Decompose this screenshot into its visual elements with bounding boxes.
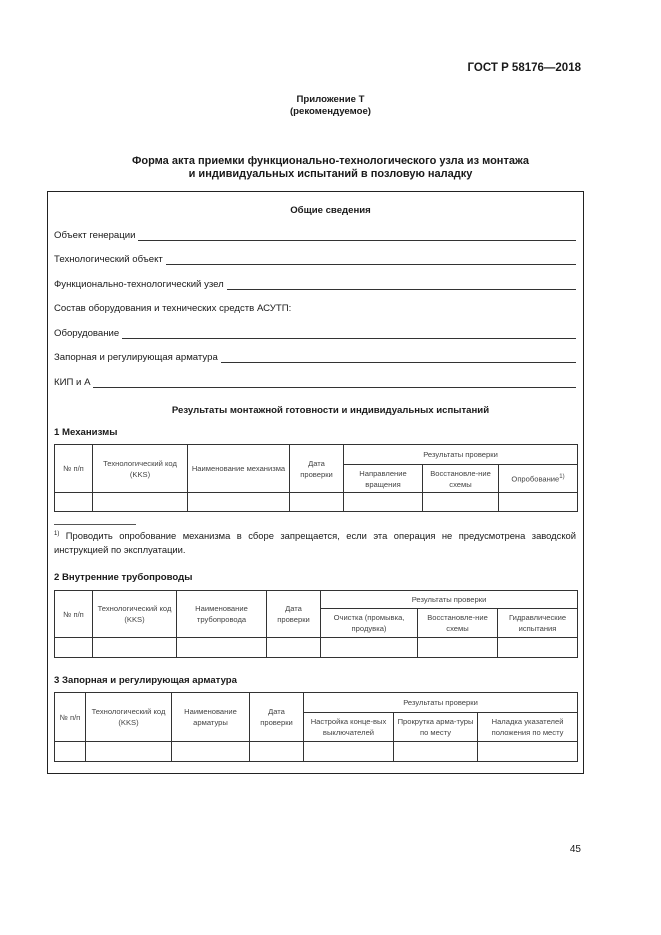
field-valves: Запорная и регулирующая арматура xyxy=(54,350,576,363)
form-title-line2: и индивидуальных испытаний в позловую наладку xyxy=(188,168,473,180)
mechanisms-title: 1 Механизмы xyxy=(54,427,118,438)
col-scroll: Прокрутка арма-туры по месту xyxy=(394,713,478,742)
table-row xyxy=(55,742,578,762)
col-restore: Восстановле-ние схемы xyxy=(418,609,498,638)
footnote-rule xyxy=(54,524,136,525)
col-name: Наименование трубопровода xyxy=(177,591,267,638)
col-results: Результаты проверки xyxy=(304,693,578,713)
col-code: Технологический код (KKS) xyxy=(93,591,177,638)
col-restore: Восстановле-ние схемы xyxy=(423,465,499,493)
form-title-line1: Форма акта приемки функционально-технологического узла из монтажа xyxy=(131,155,529,167)
general-heading: Общие сведения xyxy=(290,205,371,216)
col-limit-switch: Настройка конце-вых выключателей xyxy=(304,713,394,742)
col-name: Наименование арматуры xyxy=(172,693,250,742)
col-date: Дата проверки xyxy=(250,693,304,742)
appendix-subtitle: (рекомендуемое) xyxy=(289,106,371,117)
col-num: № п/п xyxy=(55,693,86,742)
page-number: 45 xyxy=(569,844,581,855)
field-kip: КИП и А xyxy=(54,375,576,388)
col-results: Результаты проверки xyxy=(321,591,578,609)
col-code: Технологический код (KKS) xyxy=(86,693,172,742)
pipelines-title: 2 Внутренние трубопроводы xyxy=(54,572,193,583)
col-date: Дата проверки xyxy=(290,445,344,493)
field-composition: Состав оборудования и технических средств АСУТП: xyxy=(54,303,292,314)
valves-title: 3 Запорная и регулирующая арматура xyxy=(54,675,238,686)
col-testing: Опробование$^{1)}$ xyxy=(499,465,578,493)
table-row xyxy=(55,493,578,512)
mechanisms-table xyxy=(54,444,578,512)
col-num: № п/п xyxy=(55,591,93,638)
field-equipment: Оборудование xyxy=(54,326,576,339)
col-cleaning: Очистка (промывка, продувка) xyxy=(321,609,418,638)
pipelines-table xyxy=(54,590,578,658)
field-generation-object: Объект генерации xyxy=(54,228,576,241)
col-date: Дата проверки xyxy=(267,591,321,638)
col-results: Результаты проверки xyxy=(344,445,578,465)
footnote: $^{1)}$ Проводить опробование механизма в сборе запрещается, если эта операция не предусмотрена заводской инструкцией по эксплуатации. xyxy=(54,530,576,555)
results-heading: Результаты монтажной готовности и индивидуальных испытаний xyxy=(171,405,490,416)
valves-table xyxy=(54,692,578,762)
appendix-title: Приложение Т xyxy=(296,94,365,105)
col-rotation: Направление вращения xyxy=(344,465,423,493)
table-row xyxy=(55,638,578,658)
field-technological-object: Технологический объект xyxy=(54,252,576,265)
standard-number: ГОСТ Р 58176—2018 xyxy=(467,62,581,74)
col-indicator: Наладка указателей положения по месту xyxy=(478,713,578,742)
col-num: № п/п xyxy=(55,445,93,493)
col-hydro: Гидравлические испытания xyxy=(498,609,578,638)
col-name: Наименование механизма xyxy=(188,445,290,493)
col-code: Технологический код (KKS) xyxy=(93,445,188,493)
field-functional-node: Функционально-технологический узел xyxy=(54,277,576,290)
